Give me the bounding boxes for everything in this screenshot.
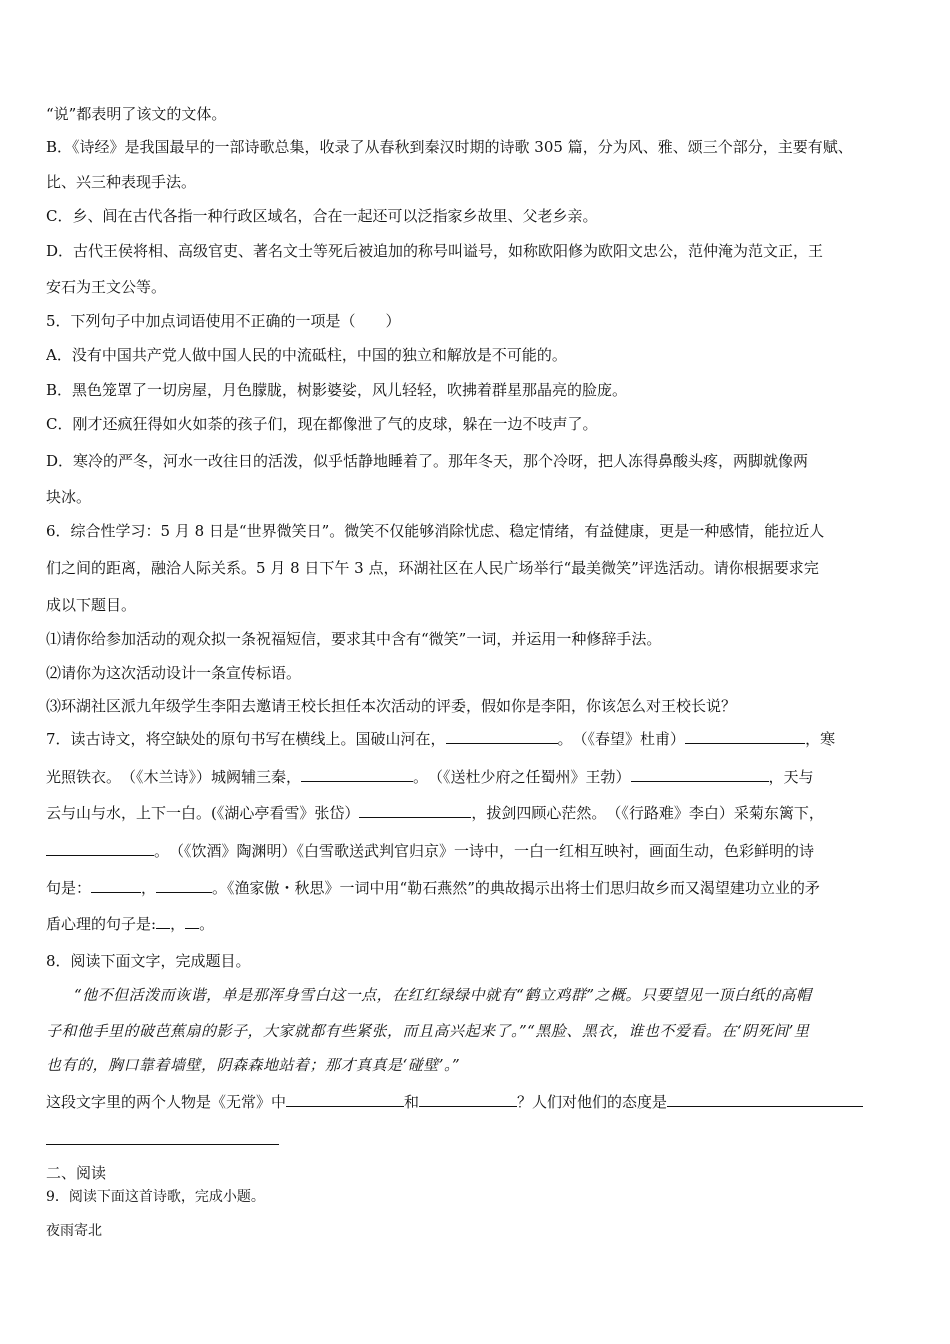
q7-text: ，寒: [805, 730, 836, 748]
q7-line6: [46, 914, 910, 934]
q5-option-d-line1: D．寒冷的严冬，河水一改往日的活泼，似乎恬静地睡着了。那年冬天，那个冷呀，把人冻得鼻酸头疼，两脚就像两: [46, 452, 809, 470]
q9-stem: 9．阅读下面这首诗歌，完成小题。: [46, 1189, 265, 1205]
q7-line1: [46, 729, 910, 749]
q6-stem-line2: 们之间的距离，融洽人际关系。5 月 8 日下午 3 点，环湖社区在人民广场举行“最美微笑”评选活动。请你根据要求完: [46, 559, 819, 577]
q7-text: ，: [141, 879, 157, 897]
q7-text: 。: [199, 915, 215, 933]
answer-blank[interactable]: [156, 914, 170, 929]
q4-option-a-tail: “说”都表明了该文的文体。: [46, 105, 227, 123]
answer-blank[interactable]: [359, 803, 471, 818]
answer-blank[interactable]: [631, 767, 769, 782]
q5-stem: 5．下列句子中加点词语使用不正确的一项是（ ）: [46, 312, 401, 330]
answer-blank[interactable]: [301, 767, 413, 782]
answer-blank[interactable]: [685, 729, 805, 744]
q8-passage-line3: 也有的，胸口靠着墙壁，阴森森地站着；那才真真是‘碰壁’。”: [46, 1056, 461, 1074]
q7-text: 光照铁衣。 （《木兰诗》）城阙辅三秦，: [46, 768, 302, 786]
q6-subquestion-3: ⑶环湖社区派九年级学生李阳去邀请王校长担任本次活动的评委，假如你是李阳，你该怎么对王校长说？: [46, 697, 737, 715]
q7-text: 盾心理的句子是:: [46, 915, 157, 933]
q5-option-c: C．刚才还疯狂得如火如荼的孩子们，现在都像泄了气的皮球，躲在一边不吱声了。: [46, 415, 598, 433]
q7-text: 。 （《春望》杜甫）: [557, 730, 686, 748]
q7-line4: [46, 841, 910, 861]
answer-blank[interactable]: [446, 729, 558, 744]
q7-line5: [46, 878, 910, 898]
q6-stem-line3: 成以下题目。: [46, 596, 137, 614]
q6-stem-line1: 6．综合性学习：5 月 8 日是“世界微笑日”。微笑不仅能够消除忧虑、稳定情绪，有益健康，更是一种感情，能拉近人: [46, 522, 825, 540]
answer-blank[interactable]: [419, 1092, 517, 1107]
answer-blank[interactable]: [91, 878, 141, 893]
q8-stem: 8．阅读下面文字，完成题目。: [46, 952, 251, 970]
q7-text: 句是：: [46, 879, 92, 897]
q8-text: ？人们对他们的态度是: [517, 1093, 668, 1111]
q8-question: [46, 1092, 910, 1112]
answer-blank[interactable]: [46, 841, 154, 856]
q4-option-c: C．乡、闾在古代各指一种行政区域名，合在一起还可以泛指家乡故里、父老乡亲。: [46, 207, 598, 225]
q7-text: 。《渔家傲・秋思》一词中用“勒石燕然”的典故揭示出将士们思归故乡而又渴望建功立业的矛: [212, 879, 820, 897]
q7-text: 云与山与水，上下一白。(《湖心亭看雪》张岱）: [46, 804, 360, 822]
answer-blank[interactable]: [667, 1092, 863, 1107]
q8-text: 这段文字里的两个人物是《无常》中: [46, 1093, 287, 1111]
q7-text: 。 （《饮酒》陶渊明）《白雪歌送武判官归京》一诗中，一白一红相互映衬，画面生动，色彩鲜明的诗: [154, 842, 815, 860]
answer-blank[interactable]: [185, 914, 199, 929]
q8-passage-line1: “他不但活泼而诙谐，单是那浑身雪白这一点，在红红绿绿中就有“鹤立鸡群”之概。只要望见一顶白纸的高帽: [74, 986, 812, 1004]
q4-option-d-line1: D．古代王侯将相、高级官吏、著名文士等死后被追加的称号叫谥号，如称欧阳修为欧阳文忠公，范仲淹为范文正，王: [46, 242, 824, 260]
q5-option-d-line2: 块冰。: [46, 488, 92, 506]
q6-subquestion-2: ⑵请你为这次活动设计一条宣传标语。: [46, 664, 302, 682]
q7-text: ，天与: [768, 768, 814, 786]
q7-text: ，拔剑四顾心茫然。 （《行路难》李白）采菊东篱下，: [471, 804, 824, 822]
q5-option-b: B．黑色笼罩了一切房屋，月色朦胧，树影婆娑，风儿轻轻，吹拂着群星那晶亮的脸庞。: [46, 381, 628, 399]
q4-option-d-line2: 安石为王文公等。: [46, 278, 167, 296]
q5-option-a: A．没有中国共产党人做中国人民的中流砥柱，中国的独立和解放是不可能的。: [46, 346, 567, 364]
answer-blank[interactable]: [156, 878, 212, 893]
q4-option-b-line2: 比、兴三种表现手法。: [46, 173, 197, 191]
poem-title: 夜雨寄北: [46, 1223, 102, 1239]
q7-line3: [46, 803, 910, 823]
q8-passage-line2: 子和他手里的破芭蕉扇的影子，大家就都有些紧张，而且高兴起来了。”“黑脸、黑衣，谁也不爱看。在‘阴死间’里: [46, 1022, 810, 1040]
answer-blank[interactable]: [286, 1092, 404, 1107]
q7-text: 7．读古诗文，将空缺处的原句书写在横线上。国破山河在，: [46, 730, 446, 748]
q7-text: ，: [170, 915, 186, 933]
q6-subquestion-1: ⑴请你给参加活动的观众拟一条祝福短信，要求其中含有“微笑”一词，并运用一种修辞手法。: [46, 630, 662, 648]
section-heading: 二、阅读: [46, 1164, 107, 1182]
q7-text: 。 （《送杜少府之任蜀州》王勃）: [413, 768, 631, 786]
answer-blank-continuation[interactable]: [46, 1144, 279, 1145]
q7-line2: [46, 767, 910, 787]
q4-option-b-line1: B．《诗经》是我国最早的一部诗歌总集，收录了从春秋到秦汉时期的诗歌 305 篇，分为风、雅、颂三个部分，主要有赋、: [46, 138, 853, 156]
q8-text: 和: [404, 1093, 420, 1111]
